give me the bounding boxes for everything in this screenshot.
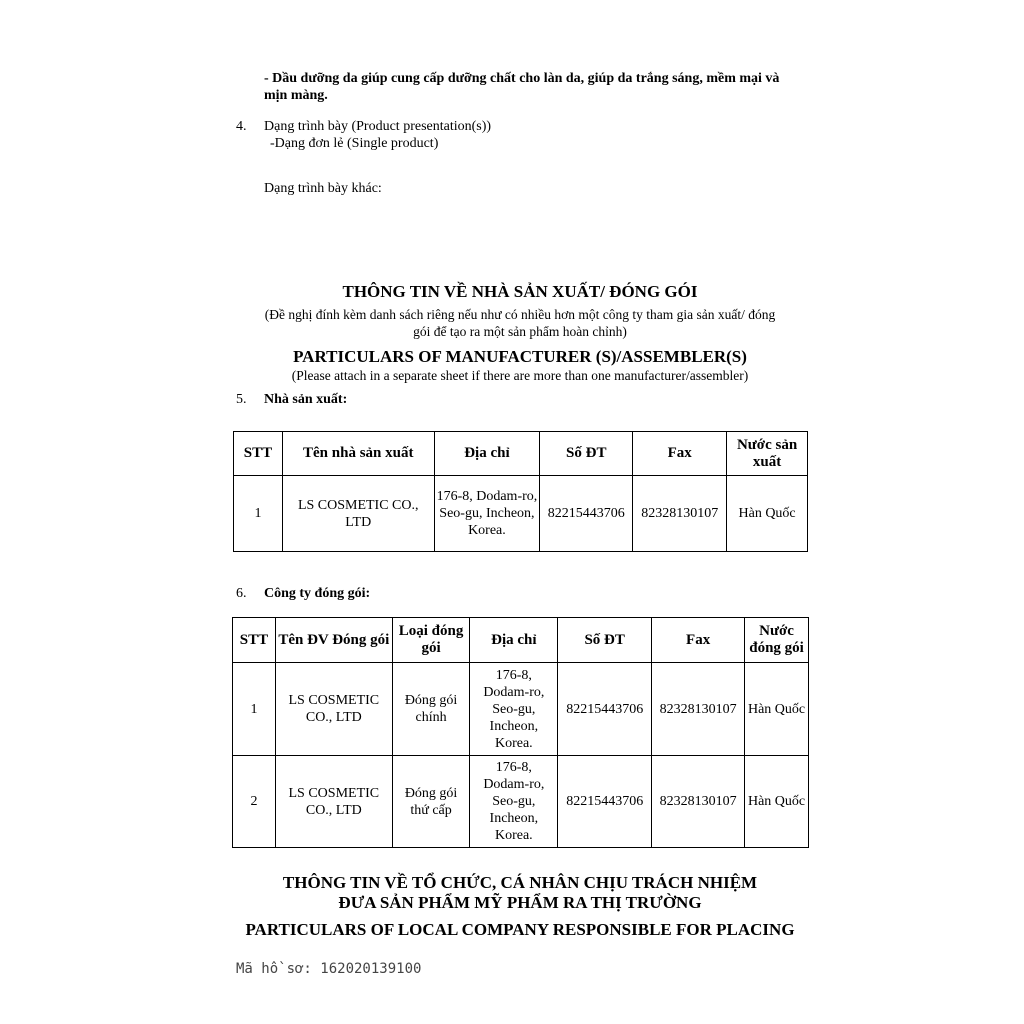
intro-bullet-line2: mịn màng.: [264, 88, 328, 103]
section5-number: 5.: [236, 392, 247, 407]
table-cell: Hàn Quốc: [745, 756, 809, 848]
column-header: STT: [234, 432, 283, 476]
section4-number: 4.: [236, 119, 247, 134]
column-header: STT: [233, 618, 276, 663]
manufacturer-title-vi: THÔNG TIN VỀ NHÀ SẢN XUẤT/ ĐÓNG GÓI: [342, 282, 698, 301]
section5-title: Nhà sản xuất:: [264, 392, 348, 407]
table-cell: LS COSMETIC CO., LTD: [275, 663, 392, 756]
column-header: Số ĐT: [540, 432, 633, 476]
table-cell: Đóng gói chính: [392, 663, 470, 756]
column-header: Nước đóng gói: [745, 618, 809, 663]
record-id: Mã hồ sơ: 162020139100: [236, 961, 422, 977]
section4-other: Dạng trình bày khác:: [264, 181, 382, 196]
table-cell: 82215443706: [540, 476, 633, 552]
table-cell: 82215443706: [558, 663, 652, 756]
responsible-header: [212, 873, 828, 940]
column-header: Loại đóng gói: [392, 618, 470, 663]
column-header: Nước sản xuất: [727, 432, 808, 476]
column-header: Địa chỉ: [434, 432, 540, 476]
column-header: Số ĐT: [558, 618, 652, 663]
column-header: Tên ĐV Đóng gói: [275, 618, 392, 663]
table-cell: 176-8, Dodam-ro, Seo-gu, Incheon, Korea.: [434, 476, 540, 552]
intro-bullet-line1: - Dầu dưỡng da giúp cung cấp dưỡng chất cho làn da, giúp da trắng sáng, mềm mại và: [264, 71, 780, 86]
responsible-title-en: PARTICULARS OF LOCAL COMPANY RESPONSIBLE FOR PLACING: [245, 920, 795, 939]
table-cell: 82215443706: [558, 756, 652, 848]
column-header: Địa chỉ: [470, 618, 558, 663]
column-header: Fax: [652, 618, 745, 663]
table-cell: 1: [234, 476, 283, 552]
table-row: [234, 476, 808, 552]
table-cell: 82328130107: [652, 756, 745, 848]
manufacturer-note-en: (Please attach in a separate sheet if there are more than one manufacturer/assembler): [291, 368, 749, 383]
manufacturer-header: [212, 282, 828, 384]
table-cell: Hàn Quốc: [727, 476, 808, 552]
column-header: Tên nhà sản xuất: [282, 432, 434, 476]
manufacturer-table: [233, 431, 808, 552]
table-cell: 82328130107: [652, 663, 745, 756]
table-cell: 82328130107: [633, 476, 727, 552]
table-cell: 2: [233, 756, 276, 848]
table-cell: 176-8, Dodam-ro, Seo-gu, Incheon, Korea.: [470, 756, 558, 848]
table-cell: LS COSMETIC CO., LTD: [275, 756, 392, 848]
table-cell: 176-8, Dodam-ro, Seo-gu, Incheon, Korea.: [470, 663, 558, 756]
section6-number: 6.: [236, 586, 247, 601]
table-row: [233, 663, 809, 756]
table-cell: 1: [233, 663, 276, 756]
table-cell: LS COSMETIC CO., LTD: [282, 476, 434, 552]
table-cell: Đóng gói thứ cấp: [392, 756, 470, 848]
section4-title: Dạng trình bày (Product presentation(s)): [264, 119, 492, 134]
responsible-title-vi-2: ĐƯA SẢN PHẨM MỸ PHẨM RA THỊ TRƯỜNG: [338, 893, 702, 912]
packager-table: [232, 617, 809, 848]
section4-item: -Dạng đơn lẻ (Single product): [270, 136, 439, 151]
table-header-row: [233, 618, 809, 663]
table-header-row: [234, 432, 808, 476]
intro-bullet: [264, 70, 824, 104]
manufacturer-note-vi-1: (Đề nghị đính kèm danh sách riêng nếu như có nhiều hơn một công ty tham gia sản xuất/ đóng: [264, 307, 776, 322]
section6-title: Công ty đóng gói:: [264, 586, 371, 601]
manufacturer-title-en: PARTICULARS OF MANUFACTURER (S)/ASSEMBLER(S): [293, 347, 747, 366]
table-cell: Hàn Quốc: [745, 663, 809, 756]
column-header: Fax: [633, 432, 727, 476]
responsible-title-vi-1: THÔNG TIN VỀ TỔ CHỨC, CÁ NHÂN CHỊU TRÁCH NHIỆM: [282, 873, 758, 892]
manufacturer-note-vi-2: gói để tạo ra một sản phẩm hoàn chỉnh): [413, 324, 627, 339]
table-row: [233, 756, 809, 848]
